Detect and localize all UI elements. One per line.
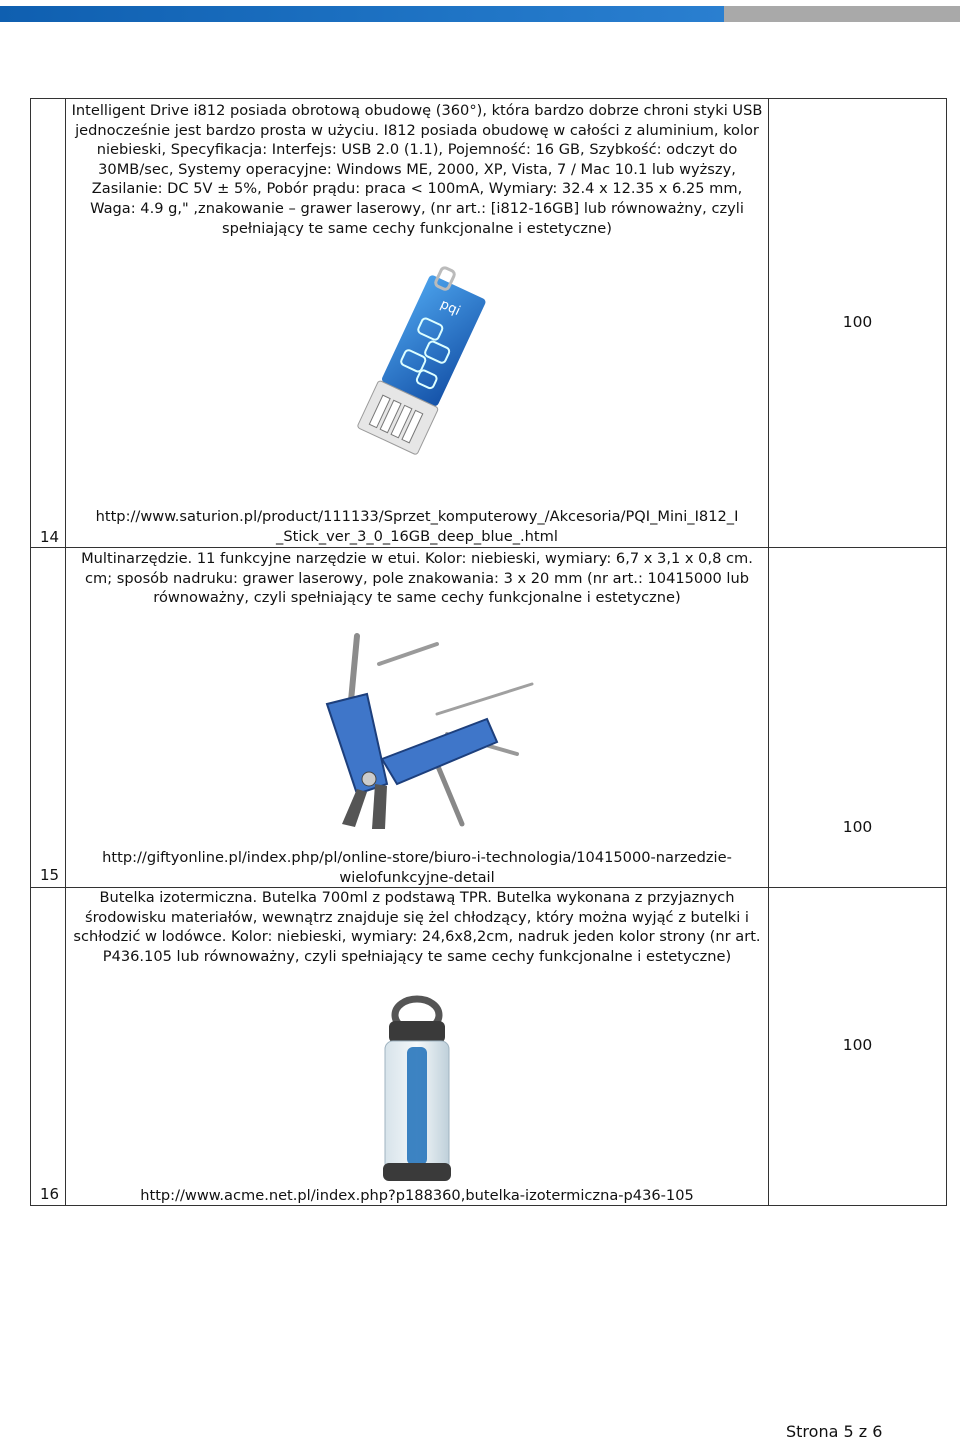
svg-text:pqi: pqi	[437, 296, 463, 320]
multitool-image	[66, 624, 768, 834]
quantity-cell	[769, 548, 947, 888]
product-link[interactable]: http://giftyonline.pl/index.php/pl/online-store/biuro-i-technologia/10415000-narzedzie-wielofunkcyjne-detail	[102, 849, 732, 886]
product-link[interactable]: http://www.saturion.pl/product/111133/Sprzet_komputerowy_/Akcesoria/PQI_Mini_I812_I _Stick_ver_3_0_16GB_deep_blue_.html	[95, 508, 739, 545]
row-number: 16	[40, 1185, 60, 1203]
item-description: Intelligent Drive i812 posiada obrotową obudowę (360°), która bardzo dobrze chroni styki USB jednocześnie jest bardzo prosta w użyciu. I812 posiada obudowę w całości z aluminium, kolor niebieski, Specyfikacja: Interfejs: USB 2.0 (1.1), Pojemność: 16 GB, Szybkość: odczyt do 30MB/sec, Systemy operacyjne: Windows ME, 2000, XP, Vista, 7 / Mac 10.1 lub wyższy, Zasilanie: DC 5V ± 5%, Pobór prądu: praca < 100mA, Wymiary: 32.4 x 12.35 x 6.25 mm, Waga: 4.9 g," ,znakowanie – grawer laserowy, (nr art.: [i812-16GB] lub równoważny, czyli spełniający te same cechy funkcjonalne i estetyczne)	[71, 102, 763, 237]
item-description: Butelka izotermiczna. Butelka 700ml z podstawą TPR. Butelka wykonana z przyjaznych środowisku materiałów, wewnątrz znajduje się żel chłodzący, który można wyjąć z butelki i schłodzić w lodówce. Kolor: niebieski, wymiary: 24,6x8,2cm, nadruk jeden kolor strony (nr art. P436.105 lub równoważny, czyli spełniający te same cechy funkcjonalne i estetyczne)	[73, 889, 761, 965]
item-description: Multinarzędzie. 11 funkcyjne narzędzie w etui. Kolor: niebieski, wymiary: 6,7 x 3,1 x 0,8 cm. cm; sposób nadruku: grawer laserowy, pole znakowania: 3 x 20 mm (nr art.: 10415000 lub równoważny, czyli spełniający te same cechy funkcjonalne i estetyczne)	[81, 550, 753, 607]
row-number-cell	[31, 888, 66, 1206]
header-color-bar	[0, 6, 960, 22]
items-table	[30, 98, 947, 1206]
table-row	[31, 99, 947, 548]
description-cell	[66, 548, 769, 888]
row-number-cell	[31, 99, 66, 548]
quantity-cell	[769, 99, 947, 548]
product-link[interactable]: http://www.acme.net.pl/index.php?p188360,butelka-izotermiczna-p436-105	[140, 1187, 694, 1204]
quantity-value: 100	[842, 313, 873, 331]
usb-flash-drive-image	[66, 257, 768, 477]
header-bar-blue	[0, 6, 724, 22]
quantity-value: 100	[842, 1036, 873, 1054]
quantity-value: 100	[842, 818, 873, 836]
table-row	[31, 548, 947, 888]
row-number: 15	[40, 866, 60, 884]
description-cell	[66, 99, 769, 548]
row-number-cell	[31, 548, 66, 888]
row-number: 14	[40, 528, 60, 546]
quantity-cell	[769, 888, 947, 1206]
thermal-bottle-image	[66, 995, 768, 1185]
header-bar-gray	[724, 6, 960, 22]
description-cell	[66, 888, 769, 1206]
table-row	[31, 888, 947, 1206]
page-number: Strona 5 z 6	[786, 1422, 883, 1441]
